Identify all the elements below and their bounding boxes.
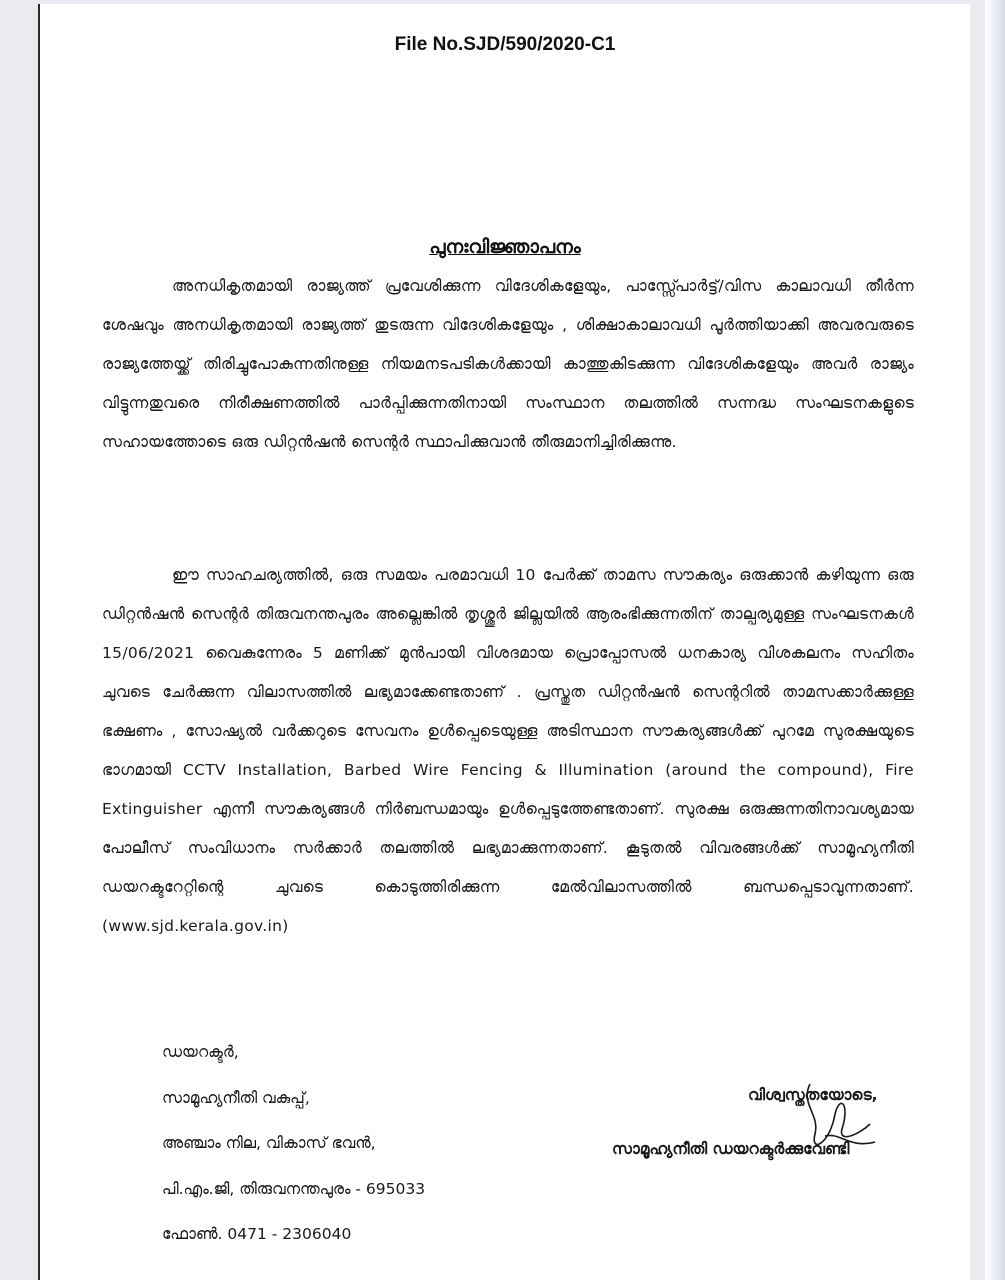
address-line: അഞ്ചാം നില, വികാസ് ഭവൻ, bbox=[162, 1134, 376, 1152]
address-line: പി.എം.ജി, തിരുവനന്തപുരം - 695033 bbox=[162, 1179, 426, 1198]
signature-closing: വിശ്വസ്തതയോടെ, bbox=[748, 1086, 878, 1104]
document-page bbox=[38, 4, 970, 1280]
paragraph-1: അനധികൃതമായി രാജ്യത്ത് പ്രവേശിക്കുന്ന വിദേശികളേയും, പാസ്സ്പോർട്ട്/വിസ കാലാവധി തീർന്ന ശേഷവും അനധികൃതമായി രാജ്യത്ത് തുടരുന്ന വിദേശികളേയും , ശിക്ഷാകാലാവധി പൂർത്തിയാക്കി അവരവരുടെ രാജ്യത്തേയ്ക്ക് തിരിച്ചുപോകുന്നതിനുള്ള നിയമനടപടികൾക്കായി കാത്തുകിടക്കുന്ന വിദേശികളേയും അവർ രാജ്യം വിട്ടുന്നതുവരെ നിരീക്ഷണത്തിൽ പാർപ്പിക്കുന്നതിനായി സംസ്ഥാന തലത്തിൽ സന്നദ്ധ സംഘടനകളുടെ സഹായത്തോടെ ഒരു ഡിറ്റൻഷൻ സെന്റർ സ്ഥാപിക്കുവാൻ തീരുമാനിച്ചിരിക്കുന്നു. bbox=[102, 277, 914, 451]
paragraph-2: ഈ സാഹചര്യത്തിൽ, ഒരു സമയം പരമാവധി 10 പേർക്ക് താമസ സൗകര്യം ഒരുക്കാൻ കഴിയുന്ന ഒരു ഡിറ്റൻഷൻ സെന്റർ തിരുവനന്തപുരം അല്ലെങ്കിൽ തൃശ്ശൂർ ജില്ലയിൽ ആരംഭിക്കുന്നതിന് താല്പര്യമുള്ള സംഘടനകൾ 15/06/2021 വൈകുന്നേരം 5 മണിക്ക് മുൻപായി വിശദമായ പ്രൊപ്പോസൽ ധനകാര്യ വിശകലനം സഹിതം ചുവടെ ചേർക്കുന്ന വിലാസത്തിൽ ലഭ്യമാക്കേണ്ടതാണ് . പ്രസ്തുത ഡിറ്റൻഷൻ സെന്ററിൽ താമസക്കാർക്കുള്ള ഭക്ഷണം , സോഷ്യൽ വർക്കറുടെ സേവനം ഉൾപ്പെടെയുള്ള അടിസ്ഥാന സൗകര്യങ്ങൾക്ക് പുറമേ സുരക്ഷയുടെ ഭാഗമായി CCTV Installation, Barbed Wire Fencing & Illumination (around the compound), Fire Extinguisher എന്നീ സൗകര്യങ്ങൾ നിർബന്ധമായും ഉൾപ്പെടുത്തേണ്ടതാണ്. സുരക്ഷ ഒരുക്കുന്നതിനാവശ്യമായ പോലീസ് സംവിധാനം സർക്കാർ തലത്തിൽ ലഭ്യമാക്കുന്നതാണ്. കൂടുതൽ വിവരങ്ങൾക്ക് സാമൂഹ്യനീതി ഡയറക്ടറേറ്റിന്റെ ചുവടെ കൊടുത്തിരിക്കുന്ന മേൽവിലാസത്തിൽ ബന്ധപ്പെടാവുന്നതാണ്. (www.sjd.kerala.gov.in) bbox=[102, 566, 914, 935]
signatory-name: സാമൂഹ്യനീതി ഡയറക്ടർക്കുവേണ്ടി bbox=[612, 1140, 850, 1158]
address-phone: ഫോൺ. 0471 - 2306040 bbox=[162, 1225, 352, 1243]
file-number: File No.SJD/590/2020-C1 bbox=[394, 34, 616, 55]
address-line: സാമൂഹ്യനീതി വകുപ്പ്, bbox=[162, 1088, 310, 1107]
address-block bbox=[162, 1030, 425, 1258]
scan-edge bbox=[985, 0, 1005, 1280]
notice-heading: പുനഃവിജ്ഞാപനം bbox=[429, 236, 581, 258]
address-line: ഡയറക്ടർ, bbox=[162, 1043, 239, 1061]
